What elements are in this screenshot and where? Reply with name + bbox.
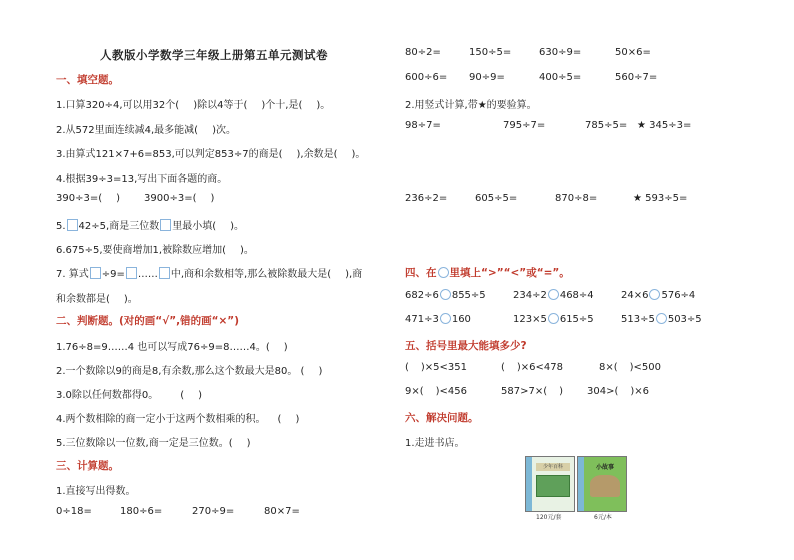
calc-item: 180÷6=: [120, 506, 163, 517]
blank-box[interactable]: [126, 267, 137, 279]
calc-item: 870÷8=: [555, 193, 598, 204]
calc-item: 0÷18=: [56, 506, 92, 517]
question-5: 5. 42÷5,商是三位数 里最小填( )。: [56, 221, 245, 232]
question-7: 7. 算式 ÷9= …… 中,商和余数相等,那么被除数最大是( ),商: [56, 269, 363, 280]
section-max-fill-heading: 五、括号里最大能填多少?: [405, 340, 527, 352]
question-4-items: 390÷3=( ) 3900÷3=( ): [56, 193, 215, 204]
blank-box[interactable]: [90, 267, 101, 279]
calc-item: ★ 345÷3=: [637, 120, 692, 131]
calc-item: 90÷9=: [469, 72, 505, 83]
compare-item: 234÷2 468÷4: [513, 290, 594, 301]
book-b-price: 6元/本: [594, 514, 612, 521]
compare-item: 24×6 576÷4: [621, 290, 696, 301]
calc-item: 605÷5=: [475, 193, 518, 204]
book-a-title: 少年百科: [536, 463, 570, 471]
section-judgement-heading: 二、判断题。(对的画“√”,错的画“×”): [56, 315, 239, 327]
problem-1: 1.走进书店。: [405, 438, 465, 449]
fill-item: 9×( )<456: [405, 386, 468, 397]
fill-item: 8×( )<500: [599, 362, 662, 373]
section-compare-heading: 四、在 里填上“>”“<”或“=”。: [405, 267, 570, 279]
calc-item: 98÷7=: [405, 120, 441, 131]
calc-item: 80×7=: [264, 506, 300, 517]
compare-circle[interactable]: [656, 313, 667, 324]
book-b-title: 小故事: [595, 464, 614, 471]
encyclopedia-book-image: [525, 456, 575, 512]
calc-direct-label: 1.直接写出得数。: [56, 486, 136, 497]
compare-circle[interactable]: [649, 289, 660, 300]
vertical-calc-label: 2.用竖式计算,带★的要验算。: [405, 100, 537, 111]
calc-item: 150÷5=: [469, 47, 512, 58]
question-6: 6.675÷5,要使商增加1,被除数应增加( )。: [56, 245, 254, 256]
calc-item: 560÷7=: [615, 72, 658, 83]
question-2: 2.从572里面连续减4,最多能减( )次。: [56, 125, 236, 136]
book-a-price: 120元/套: [536, 514, 562, 521]
judge-4: 4.两个数相除的商一定小于这两个数相乘的积。 ( ): [56, 414, 300, 425]
question-3: 3.由算式121×7+6=853,可以判定853÷7的商是( ),余数是( )。: [56, 149, 366, 160]
page-title: 人教版小学数学三年级上册第五单元测试卷: [100, 48, 328, 62]
question-7-continued: 和余数都是( )。: [56, 294, 138, 305]
compare-item: 471÷3 160: [405, 314, 471, 325]
blank-box[interactable]: [67, 219, 78, 231]
compare-item: 123×5 615÷5: [513, 314, 594, 325]
compare-item: 682÷6 855÷5: [405, 290, 486, 301]
compare-circle[interactable]: [548, 289, 559, 300]
calc-item: 236÷2=: [405, 193, 448, 204]
compare-circle[interactable]: [440, 313, 451, 324]
compare-circle[interactable]: [548, 313, 559, 324]
question-1: 1.口算320÷4,可以用32个( )除以4等于( )个十,是( )。: [56, 100, 331, 111]
fill-item: ( )×5<351: [405, 362, 468, 373]
compare-circle[interactable]: [440, 289, 451, 300]
question-4: 4.根据39÷3=13,写出下面各题的商。: [56, 174, 228, 185]
calc-item: 270÷9=: [192, 506, 235, 517]
fill-item: 304>( )×6: [587, 386, 650, 397]
judge-5: 5.三位数除以一位数,商一定是三位数。( ): [56, 438, 251, 449]
judge-2: 2.一个数除以9的商是8,有余数,那么这个数最大是80。 ( ): [56, 366, 323, 377]
story-book-image: [577, 456, 627, 512]
judge-3: 3.0除以任何数都得0。 ( ): [56, 390, 203, 401]
section-calculation-heading: 三、计算题。: [56, 460, 119, 472]
calc-item: 50×6=: [615, 47, 651, 58]
section-problem-heading: 六、解决问题。: [405, 412, 479, 424]
section-fill-blanks-heading: 一、填空题。: [56, 74, 119, 86]
blank-box[interactable]: [160, 219, 171, 231]
compare-item: 513÷5 503÷5: [621, 314, 702, 325]
calc-item: ★ 593÷5=: [633, 193, 688, 204]
fill-item: 587>7×( ): [501, 386, 564, 397]
judge-1: 1.76÷8=9……4 也可以写成76÷9=8……4。( ): [56, 342, 288, 353]
fill-item: ( )×6<478: [501, 362, 564, 373]
calc-item: 630÷9=: [539, 47, 582, 58]
calc-item: 785÷5=: [585, 120, 628, 131]
calc-item: 400÷5=: [539, 72, 582, 83]
calc-item: 795÷7=: [503, 120, 546, 131]
calc-item: 600÷6=: [405, 72, 448, 83]
blank-box[interactable]: [159, 267, 170, 279]
compare-circle-icon: [438, 267, 449, 278]
calc-item: 80÷2=: [405, 47, 441, 58]
